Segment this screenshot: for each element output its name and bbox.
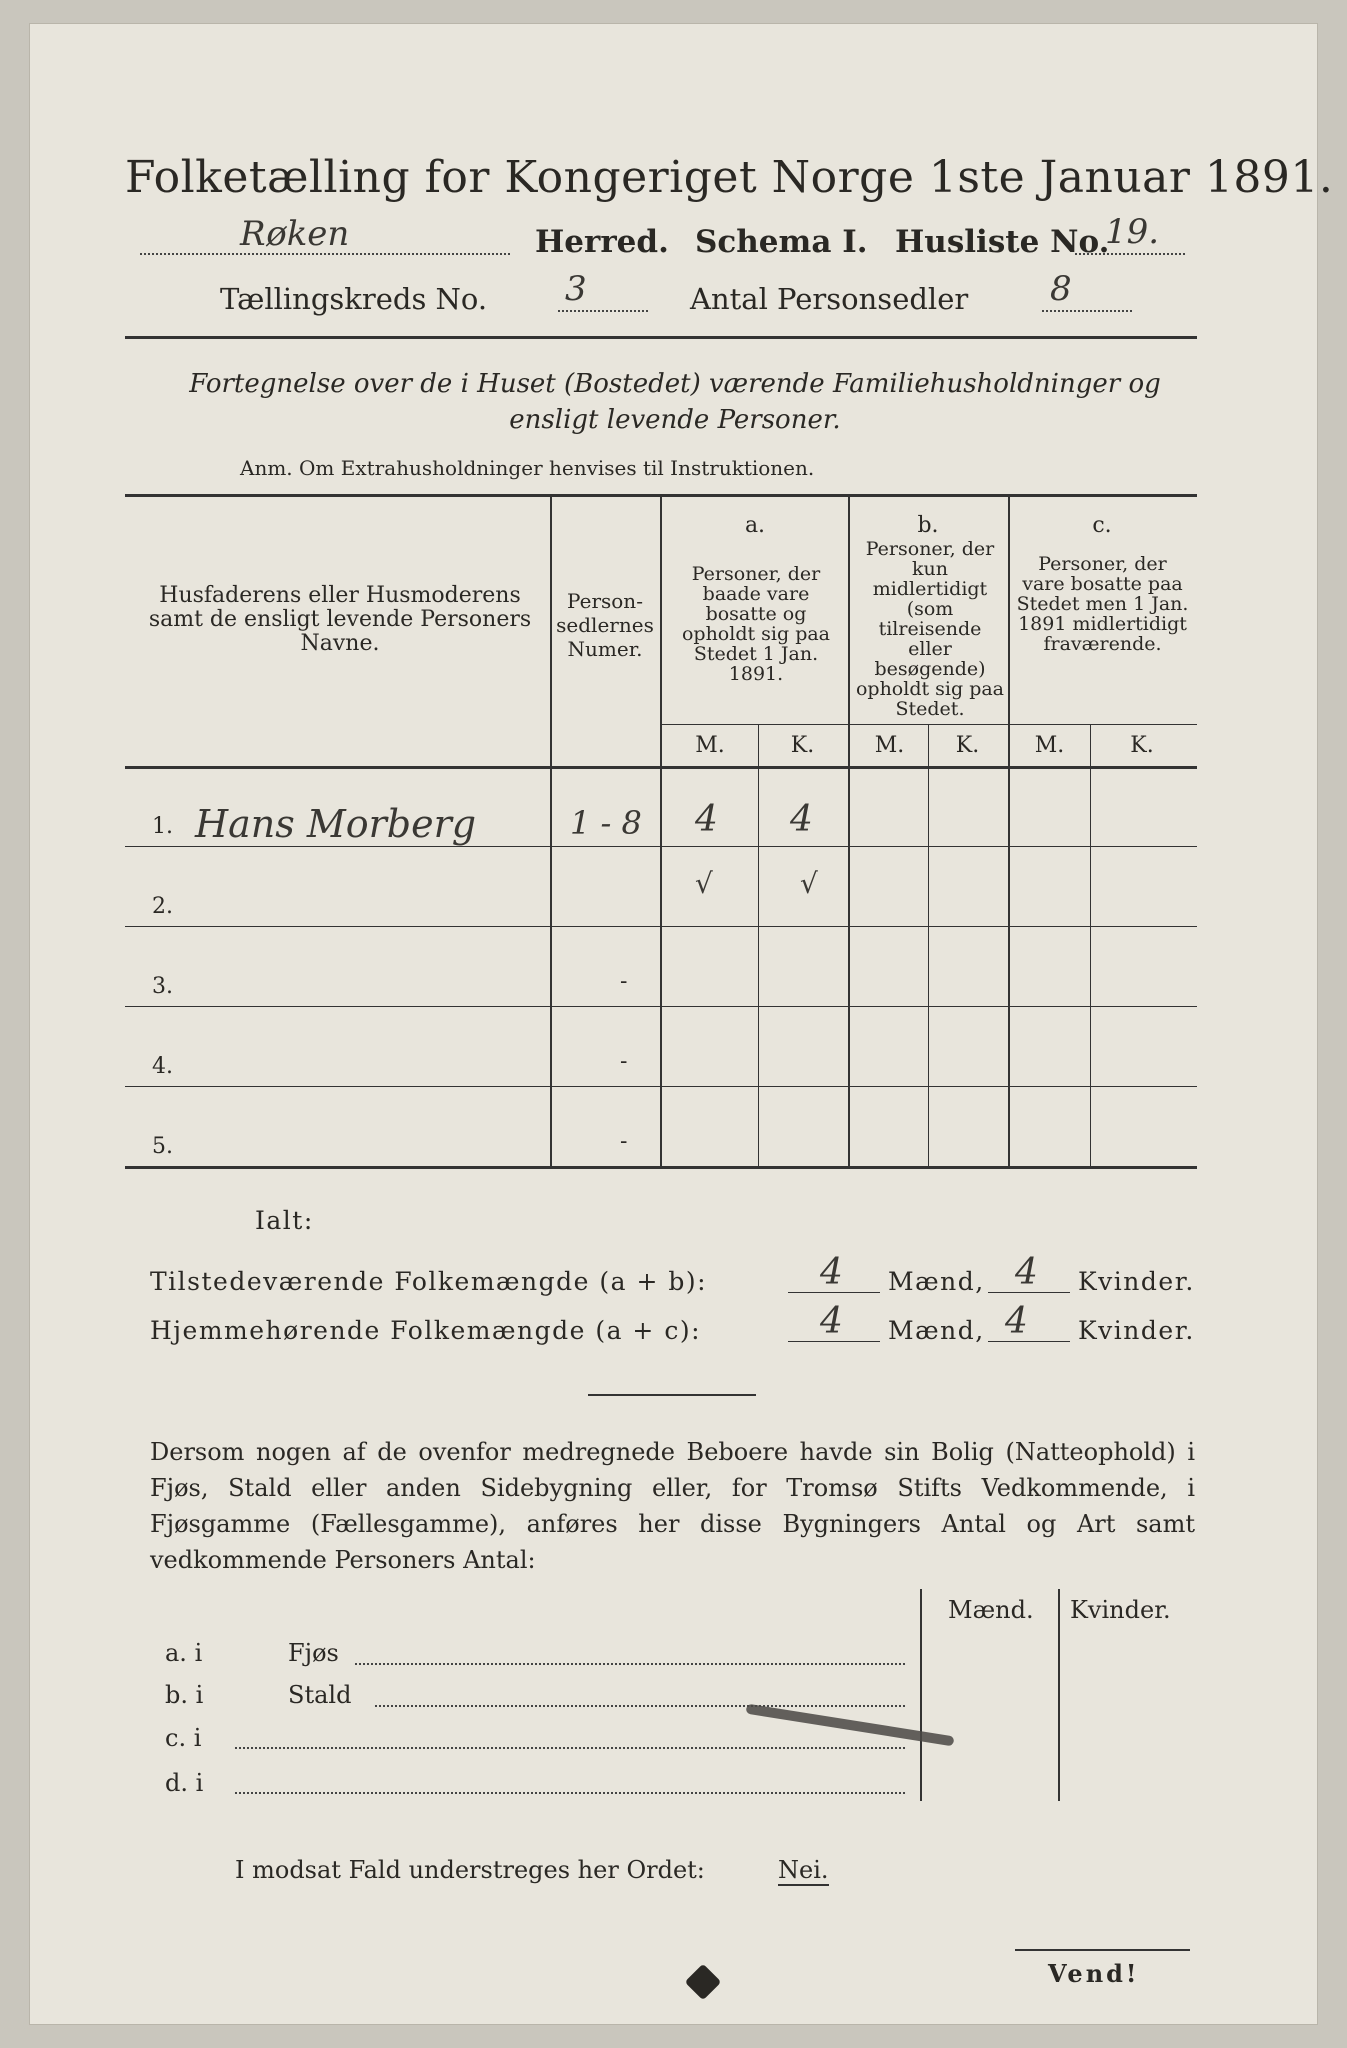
col-divider	[1090, 724, 1091, 1168]
row-rule	[125, 846, 1197, 847]
col-b-header: Personer, der kun midlertidigt (som tilreisende eller besøgende) opholdt sig paa Stedet.	[855, 538, 1005, 720]
col-a-letter: a.	[744, 513, 766, 538]
kreds-dotted-line	[558, 309, 648, 312]
nei-instruction: I modsat Fald understreges her Ordet:	[235, 1856, 705, 1884]
col-b-k: K.	[955, 733, 980, 758]
row-rule	[125, 1006, 1197, 1007]
col-c-letter: c.	[1092, 513, 1112, 538]
a-kvinder: 4	[790, 799, 813, 840]
bolig-paragraph: Dersom nogen af de ovenfor medregnede Beboere havde sin Bolig (Natteophold) i Fjøs, Stald eller anden Sidebygning eller, for Tromsø Stifts Vedkommende, i Fjøsgamme (Fællesgamme), anføres her disse Bygningers Antal og Art samt vedkommende Personers Antal:	[150, 1438, 1195, 1574]
personsedler-numer: -	[620, 969, 628, 994]
building-c-line	[235, 1746, 905, 1749]
col-divider	[928, 724, 929, 1168]
building-d-line	[235, 1791, 905, 1794]
building-a-line	[355, 1662, 905, 1665]
col-b-m: M.	[874, 733, 905, 758]
personsedler-numer: 1 - 8	[570, 804, 642, 842]
census-form-sheet	[30, 24, 1334, 2024]
col-a-k: K.	[790, 733, 815, 758]
vend-label: Vend!	[1048, 1959, 1140, 1988]
antal-value: 8	[1050, 269, 1072, 309]
tilstedevaerende-maend: 4	[820, 1252, 843, 1293]
herred-label: Herred.	[535, 224, 669, 260]
maend-label: Mænd,	[888, 1316, 985, 1345]
schema-label: Schema I.	[695, 224, 868, 260]
building-a-label: Fjøs	[288, 1639, 339, 1667]
nei-word: Nei.	[778, 1856, 829, 1884]
ialt-label: Ialt:	[255, 1206, 314, 1235]
ink-blot-icon	[685, 1964, 722, 2001]
row-number: 4.	[152, 1054, 173, 1079]
antal-dotted-line	[1042, 309, 1132, 312]
building-c-prefix: c. i	[165, 1724, 202, 1752]
personsedler-numer: -	[620, 1129, 628, 1154]
col-a-m: M.	[695, 733, 725, 758]
col-b-letter: b.	[917, 513, 939, 538]
hjemmehorende-maend: 4	[820, 1301, 843, 1342]
husliste-value: 19.	[1105, 212, 1160, 252]
vend-rule	[1015, 1949, 1190, 1951]
husliste-dotted-line	[1075, 252, 1185, 255]
col-divider	[660, 496, 662, 1168]
a-kvinder-check: √	[800, 867, 818, 900]
kvinder-label: Kvinder.	[1078, 1316, 1195, 1345]
husliste-label: Husliste No.	[895, 224, 1110, 260]
intro-text: Fortegnelse over de i Huset (Bostedet) værende Familiehusholdninger og ensligt levende Personer.	[189, 369, 1161, 435]
herred-value: Røken	[240, 214, 350, 254]
numer-column-header: Person-sedlernes Numer.	[556, 589, 654, 661]
ink-strike-mark	[746, 1704, 955, 1747]
building-a-prefix: a. i	[165, 1639, 203, 1667]
tilstedevaerende-kvinder: 4	[1015, 1252, 1038, 1293]
row-number: 3.	[152, 974, 173, 999]
separator-rule	[588, 1394, 756, 1396]
building-b-label: Stald	[288, 1681, 352, 1709]
hjemmehorende-label: Hjemmehørende Folkemængde (a + c):	[150, 1316, 701, 1345]
household-name: Hans Morberg	[195, 802, 477, 846]
buildings-col-divider	[1058, 1589, 1060, 1801]
form-title: Folketælling for Kongeriget Norge 1ste Januar 1891.	[125, 152, 1334, 203]
col-divider	[550, 496, 552, 1168]
buildings-kvinder-header: Kvinder.	[1070, 1596, 1171, 1624]
anm-note: Anm. Om Extrahusholdninger henvises til Instruktionen.	[240, 456, 815, 480]
row-rule	[125, 926, 1197, 927]
building-b-line	[375, 1704, 905, 1707]
row-number: 2.	[152, 894, 173, 919]
hjemmehorende-kvinder: 4	[1005, 1301, 1028, 1342]
personsedler-numer: -	[620, 1049, 628, 1074]
antal-label: Antal Personsedler	[690, 282, 969, 316]
col-divider	[758, 724, 759, 1168]
col-c-header: Personer, der vare bosatte paa Stedet men 1 Jan. 1891 midlertidigt fraværende.	[1016, 553, 1189, 655]
building-b-prefix: b. i	[165, 1681, 204, 1709]
row-rule	[125, 1086, 1197, 1087]
hjem-k-line	[988, 1341, 1070, 1342]
tilstedevaerende-label: Tilstedeværende Folkemængde (a + b):	[150, 1267, 708, 1296]
header-rule	[125, 336, 1197, 339]
row-number: 5.	[152, 1134, 173, 1159]
buildings-maend-header: Mænd.	[948, 1596, 1034, 1624]
col-divider	[1008, 496, 1010, 1168]
building-d-prefix: d. i	[165, 1769, 204, 1797]
kreds-label: Tællingskreds No.	[220, 282, 488, 316]
maend-label: Mænd,	[888, 1267, 985, 1296]
kvinder-label: Kvinder.	[1078, 1267, 1195, 1296]
col-c-m: M.	[1034, 733, 1065, 758]
mk-subheader-rule	[660, 724, 1197, 725]
col-c-k: K.	[1130, 733, 1154, 758]
a-maend: 4	[695, 799, 718, 840]
col-divider	[848, 496, 850, 1168]
row-number: 1.	[152, 814, 173, 839]
name-column-header: Husfaderens eller Husmoderens samt de ensligt levende Personers Navne.	[148, 583, 532, 656]
buildings-col-divider	[920, 1589, 922, 1801]
col-a-header: Personer, der baade vare bosatte og opholdt sig paa Stedet 1 Jan. 1891.	[681, 563, 831, 685]
a-maend-check: √	[695, 867, 713, 900]
kreds-value: 3	[565, 269, 587, 309]
